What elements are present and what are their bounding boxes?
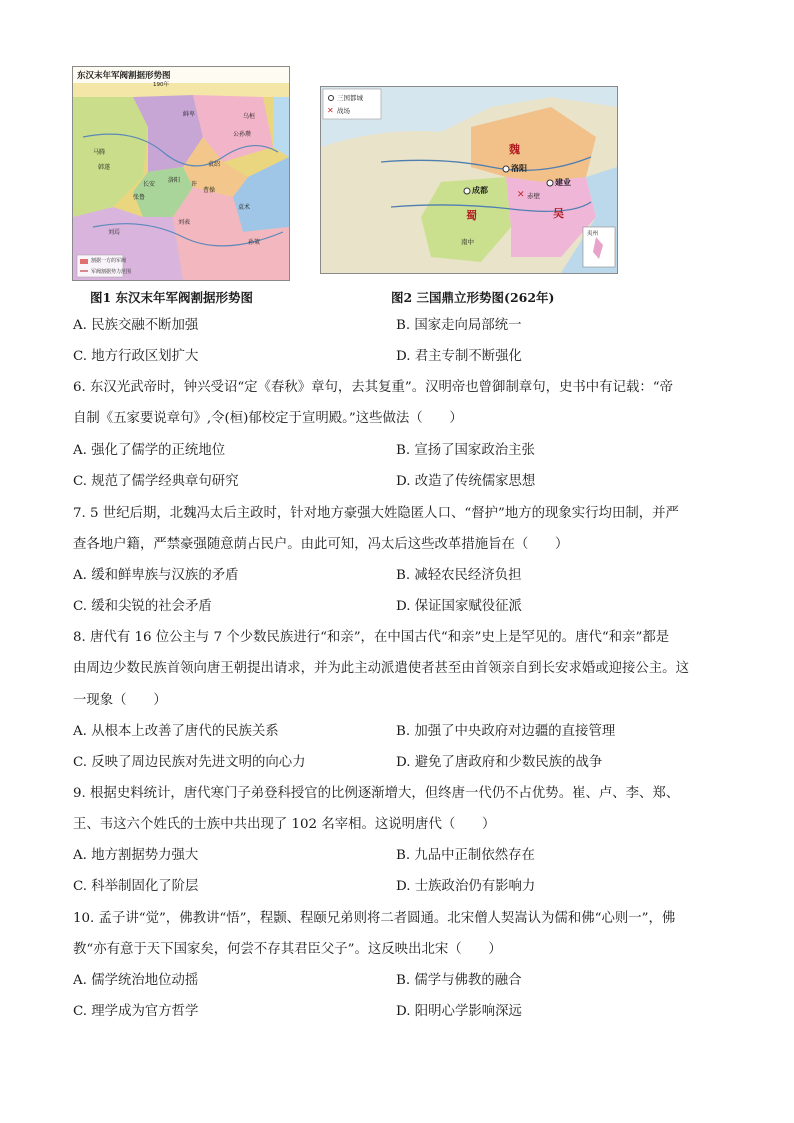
q7-option-c: C. 缓和尖锐的社会矛盾 — [73, 599, 212, 614]
map1-label-liuyan: 刘焉 — [108, 229, 121, 236]
q6-stem-line-1: 6. 东汉光武帝时，钟兴受诏“定《春秋》章句，去其复重”。汉明帝也曾御制章句，史书中有记载：“帝 — [73, 380, 673, 395]
q10-option-a: A. 儒学统治地位动摇 — [73, 973, 199, 988]
map1-label-luoyang: 洛阳 — [168, 177, 181, 184]
map1-label-gongsunzan: 公孙瓒 — [233, 131, 252, 138]
map1-label-yuanshu: 袁术 — [238, 204, 251, 211]
map1-graphic — [73, 67, 289, 280]
map1-label-suncewu: 孙策 — [248, 239, 261, 246]
map1-title: 东汉末年军阀割据形势图 — [77, 71, 171, 81]
map1-label-liubiao: 刘表 — [178, 219, 191, 226]
q8-stem-line-2: 由周边少数民族首领向唐王朝提出请求，并为此主动派遣使者甚至由首领亲自到长安求婚或迎接公主。这 — [73, 661, 689, 676]
map1-legend-warlord: 割据一方的军阀 — [91, 258, 127, 264]
q7-option-a: A. 缓和鲜卑族与汉族的矛盾 — [73, 568, 239, 583]
map2-label-wu: 吴 — [553, 207, 564, 220]
map2-legend-capital: 三国都城 — [337, 94, 363, 102]
q7-stem-line-1: 7. 5 世纪后期，北魏冯太后主政时，针对地方豪强大姓隐匿人口、“督护”地方的现象实行均田制，并严 — [73, 506, 679, 521]
map-eastern-han-warlords — [72, 66, 290, 281]
q9-stem-line-2: 王、韦这六个姓氏的士族中共出现了 102 名宰相。这说明唐代（ ） — [73, 817, 496, 832]
q5-option-d: D. 君主专制不断强化 — [396, 349, 522, 364]
map1-label-wuhuan: 乌桓 — [243, 113, 256, 120]
q9-stem-line-1: 9. 根据史料统计，唐代寒门子弟登科授官的比例逐渐增大，但终唐一代仍不占优势。崔、卢、李、郑、 — [73, 786, 680, 801]
map1-label-xu: 许 — [191, 181, 198, 188]
map-three-kingdoms — [320, 86, 618, 274]
q8-option-c: C. 反映了周边民族对先进文明的向心力 — [73, 755, 306, 770]
map1-label-mateng: 马腾 — [93, 149, 106, 156]
map1-legend-range: 军阀割据势力范围 — [91, 269, 132, 275]
q7-option-b: B. 减轻农民经济负担 — [396, 568, 522, 583]
q9-option-a: A. 地方割据势力强大 — [73, 848, 199, 863]
q7-stem-line-2: 查各地户籍，严禁豪强随意荫占民户。由此可知，冯太后这些改革措施旨在（ ） — [73, 537, 569, 552]
q9-option-d: D. 士族政治仍有影响力 — [396, 879, 536, 894]
q8-stem-line-3: 一现象（ ） — [73, 693, 167, 708]
map1-label-hansui: 韩遂 — [98, 164, 111, 171]
q8-option-a: A. 从根本上改善了唐代的民族关系 — [73, 724, 279, 739]
map1-label-changan: 长安 — [143, 181, 156, 188]
q6-option-d: D. 改造了传统儒家思想 — [396, 474, 536, 489]
map2-label-nanzhong: 南中 — [461, 238, 474, 246]
map2-label-wei: 魏 — [509, 143, 520, 156]
q7-option-d: D. 保证国家赋役征派 — [396, 599, 522, 614]
q6-option-b: B. 宣扬了国家政治主张 — [396, 443, 535, 458]
svg-text:✕: ✕ — [327, 106, 334, 115]
q10-option-c: C. 理学成为官方哲学 — [73, 1004, 199, 1019]
q10-option-d: D. 阳明心学影响深远 — [396, 1004, 522, 1019]
map2-label-luoyang: 洛阳 — [511, 164, 527, 173]
q9-option-b: B. 九品中正制依然存在 — [396, 848, 535, 863]
map1-label-zhanglu: 张鲁 — [133, 194, 146, 201]
map2-label-jianye: 建业 — [555, 178, 571, 187]
map2-label-chibi: 赤壁 — [527, 192, 540, 200]
q6-option-a: A. 强化了儒学的正统地位 — [73, 443, 226, 458]
map1-label-caocao: 曹操 — [203, 187, 216, 194]
map1-label-xianbei: 鲜卑 — [183, 111, 196, 118]
q8-option-b: B. 加强了中央政府对边疆的直接管理 — [396, 724, 616, 739]
q6-stem-line-2: 自制《五家要说章句》,令(桓)郁校定于宣明殿。”这些做法（ ） — [73, 411, 463, 426]
map2-label-chengdu: 成都 — [472, 186, 488, 195]
map2-label-shu: 蜀 — [466, 209, 477, 222]
q6-option-c: C. 规范了儒学经典章句研究 — [73, 474, 239, 489]
q8-option-d: D. 避免了唐政府和少数民族的战争 — [396, 755, 603, 770]
q9-option-c: C. 科举制固化了阶层 — [73, 879, 199, 894]
map1-label-yuanshao: 袁绍 — [208, 161, 221, 168]
q10-stem-line-1: 10. 孟子讲“觉”，佛教讲“悟”，程颢、程颐兄弟则将二者圆通。北宋僧人契嵩认为儒和佛“心则一”，佛 — [73, 911, 676, 926]
map2-legend-battlefield: 战场 — [337, 107, 350, 115]
q5-option-b: B. 国家走向局部统一 — [396, 318, 522, 333]
figure2-caption: 图2 三国鼎立形势图(262年) — [391, 290, 555, 305]
map1-year: 190年 — [153, 82, 169, 88]
q5-option-c: C. 地方行政区划扩大 — [73, 349, 199, 364]
q10-option-b: B. 儒学与佛教的融合 — [396, 973, 522, 988]
q8-stem-line-1: 8. 唐代有 16 位公主与 7 个少数民族进行“和亲”，在中国古代“和亲”史上是罕见的。唐代“和亲”都是 — [73, 630, 670, 645]
figure1-caption: 图1 东汉末年军阀割据形势图 — [90, 290, 254, 305]
q10-stem-line-2: 教“亦有意于天下国家矣，何尝不存其君臣父子”。这反映出北宋（ ） — [73, 942, 502, 957]
svg-text:✕: ✕ — [517, 190, 525, 200]
map2-label-yizhou: 夷州 — [587, 231, 599, 237]
q5-option-a: A. 民族交融不断加强 — [73, 318, 199, 333]
